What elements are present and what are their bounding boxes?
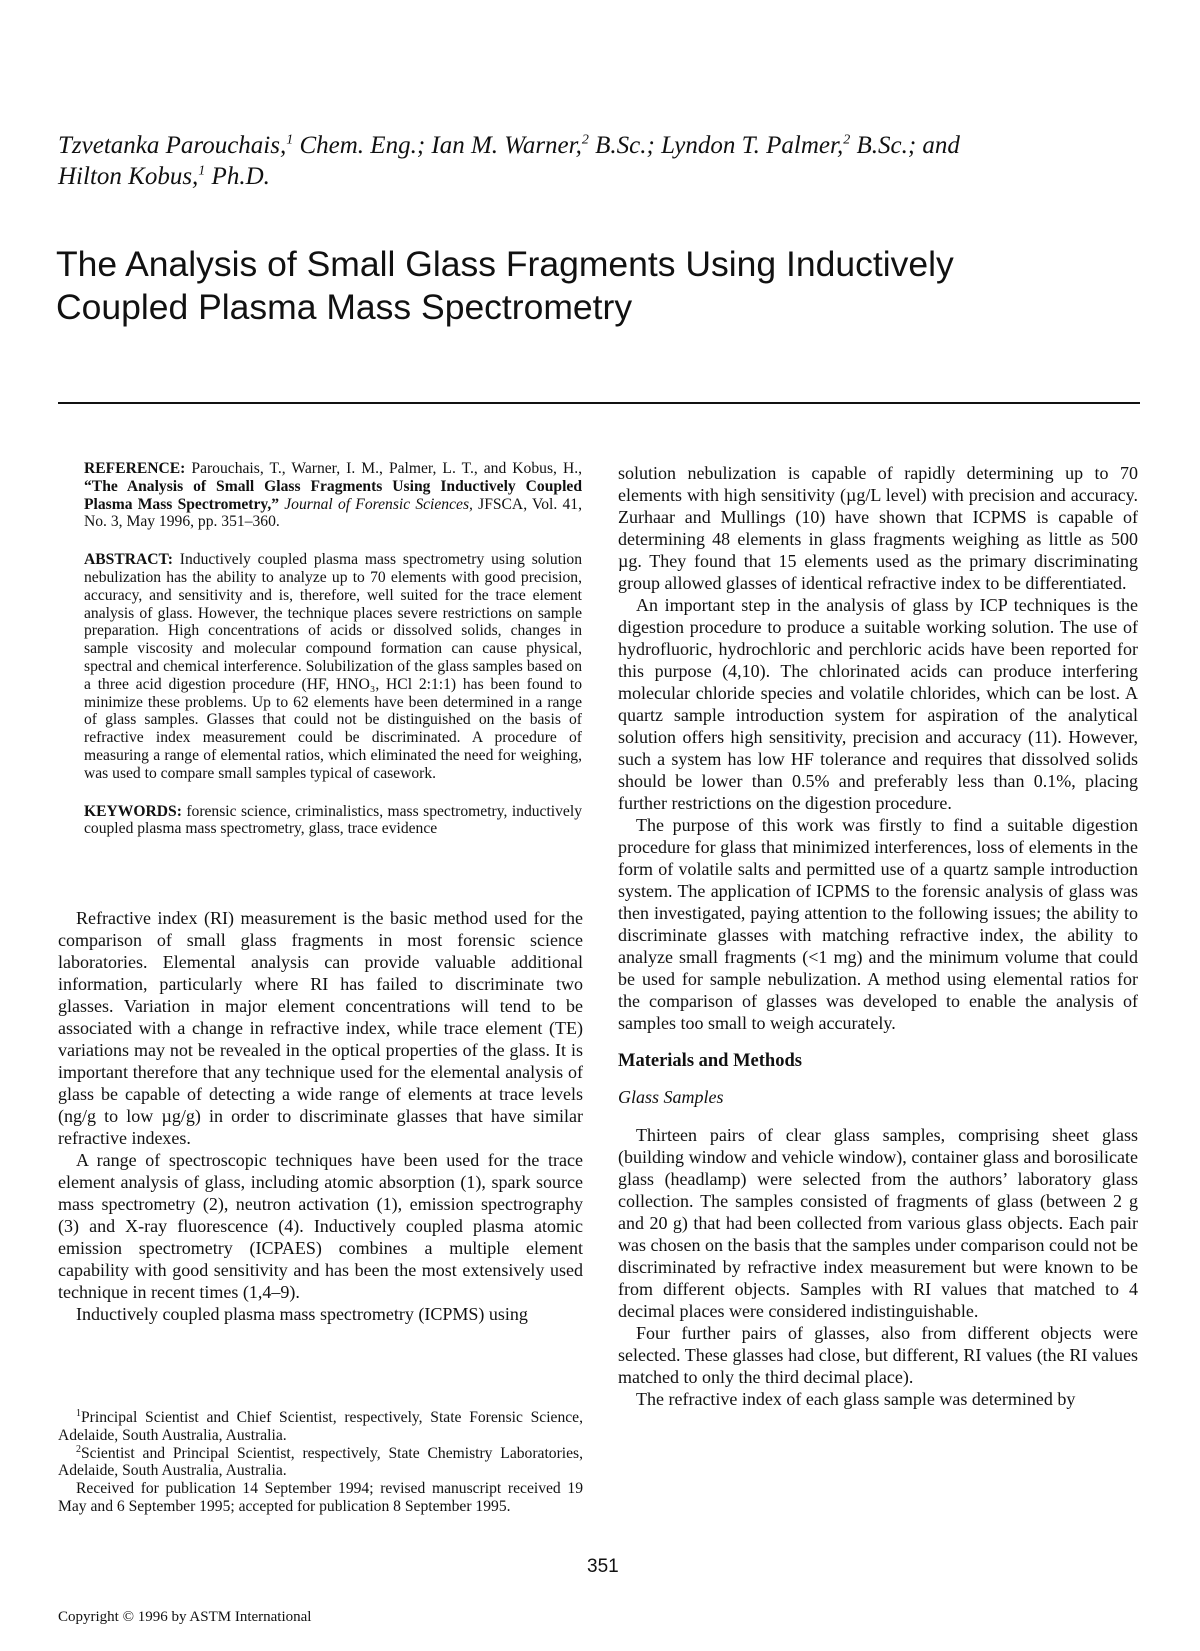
- left-column: [77, 460, 582, 858]
- page-number: 351: [587, 1556, 619, 1577]
- affiliation-marker: 1: [198, 163, 206, 179]
- author-degree: Ph.D.: [205, 163, 270, 190]
- author-degree: B.Sc.;: [588, 132, 662, 159]
- footnote-2: [58, 1445, 583, 1481]
- author-degree: B.Sc.; and: [850, 132, 960, 159]
- footnote-text: Principal Scientist and Chief Scientist, respectively, State Forensic Science, Adelaide, South Australia, Australia.: [58, 1409, 583, 1444]
- copyright-notice: Copyright © 1996 by ASTM International: [58, 1609, 312, 1625]
- footnote-1: [58, 1409, 583, 1445]
- section-heading: Materials and Methods: [618, 1051, 802, 1071]
- title-line-2: Coupled Plasma Mass Spectrometry: [56, 287, 633, 327]
- body-paragraph: A range of spectroscopic techniques have been used for the trace element analysis of glass, including atomic absorption (1), spark source mass spectrometry (2), neutron activation (1), emission spectrography (3) and X-ray fluorescence (4). Inductively coupled plasma atomic emission spectrometry (ICPAES) combines a multiple element capability with good sensitivity and has been the most extensively used technique in recent times (1,4–9).: [58, 1150, 583, 1302]
- reference-details: JFSCA, Vol. 41, No. 3, May 1996, pp. 351–360.: [84, 495, 582, 531]
- reference-authors: Parouchais, T., Warner, I. M., Palmer, L. T., and Kobus, H.,: [185, 460, 582, 477]
- author-name: Lyndon T. Palmer,: [661, 132, 844, 159]
- right-column: [618, 462, 1138, 1410]
- footnotes: [58, 1409, 583, 1516]
- affiliation-marker: 1: [286, 132, 294, 148]
- reference-title: “The Analysis of Small Glass Fragments Using Inductively Coupled Plasma Mass Spectrometry,”: [84, 477, 582, 513]
- abstract-block: [84, 551, 582, 782]
- abstract-label: ABSTRACT:: [84, 551, 173, 569]
- author-list: [58, 130, 1068, 192]
- keywords-label: KEYWORDS:: [84, 802, 182, 820]
- affiliation-marker: 2: [581, 132, 589, 148]
- footnote-marker: 2: [76, 1443, 81, 1455]
- body-paragraph: Four further pairs of glasses, also from different objects were selected. These glasses had close, but different, RI values (the RI values matched to only the third decimal place).: [618, 1323, 1138, 1387]
- title-divider: [58, 402, 1140, 404]
- left-body-column: [58, 907, 583, 1325]
- reference-journal: Journal of Forensic Sciences,: [279, 495, 473, 513]
- body-paragraph: An important step in the analysis of glass by ICP techniques is the digestion procedure to produce a suitable working solution. The use of hydrofluoric, hydrochloric and perchloric acids have been reported for this purpose (4,10). The chlorinated acids can produce interfering molecular chloride species and volatile chlorides, which can be lost. A quartz sample introduction system for aspiration of the analytical solution offers high sensitivity, precision and accuracy (11). However, such a system has low HF tolerance and requires that dissolved solids should be lower than 0.5% and preferably less than 0.1%, placing further restrictions on the digestion procedure.: [618, 595, 1138, 813]
- subsection-heading: Glass Samples: [618, 1087, 724, 1107]
- footnote-marker: 1: [76, 1407, 81, 1419]
- body-paragraph: Inductively coupled plasma mass spectrometry (ICPMS) using: [76, 1304, 528, 1324]
- body-paragraph: Refractive index (RI) measurement is the basic method used for the comparison of small glass fragments in most forensic science laboratories. Elemental analysis can provide valuable additional information, particularly where RI has failed to discriminate two glasses. Variation in major element concentrations will tend to be associated with a change in refractive index, while trace element (TE) variations may not be revealed in the optical properties of the glass. It is important therefore that any technique used for the elemental analysis of glass be capable of detecting a wide range of elements at trace levels (ng/g to low µg/g) in order to discriminate glasses that have similar refractive indexes.: [58, 908, 583, 1148]
- reference-label: REFERENCE:: [84, 460, 186, 477]
- author-name: Hilton Kobus,: [58, 163, 199, 190]
- reference-block: [84, 460, 582, 531]
- body-paragraph: Thirteen pairs of clear glass samples, comprising sheet glass (building window and vehicle window), container glass and borosilicate glass (headlamp) were selected from the authors’ laboratory glass collection. The samples consisted of fragments of glass (between 2 g and 20 g) that had been collected from various glass objects. Each pair was chosen on the basis that the samples under comparison could not be discriminated by refractive index measurement but were known to be from different objects. Samples with RI values that matched to 4 decimal places were considered indistinguishable.: [618, 1125, 1138, 1321]
- author-degree: Chem. Eng.;: [293, 132, 432, 159]
- footnote-text: Scientist and Principal Scientist, respectively, State Chemistry Laboratories, Adelaide, South Australia, Australia.: [58, 1444, 583, 1480]
- body-paragraph: The refractive index of each glass sample was determined by: [636, 1389, 1076, 1409]
- paper-title: [56, 243, 1136, 329]
- author-name: Ian M. Warner,: [431, 132, 582, 159]
- title-line-1: The Analysis of Small Glass Fragments Using Inductively: [56, 244, 954, 284]
- body-paragraph: solution nebulization is capable of rapidly determining up to 70 elements with high sensitivity (µg/L level) with precision and accuracy. Zurhaar and Mullings (10) have shown that ICPMS is capable of determining 48 elements in glass fragments weighing as little as 500 µg. They found that 15 elements used as the primary discriminating group allowed glasses of identical refractive index to be differentiated.: [618, 463, 1138, 593]
- keywords-block: [84, 803, 582, 839]
- affiliation-marker: 2: [843, 132, 851, 148]
- keywords-text: forensic science, criminalistics, mass spectrometry, inductively coupled plasma mass spectrometry, glass, trace evidence: [84, 802, 582, 838]
- author-name: Tzvetanka Parouchais,: [58, 132, 287, 159]
- body-paragraph: The purpose of this work was firstly to find a suitable digestion procedure for glass that minimized interferences, loss of elements in the form of volatile salts and permitted use of a quartz sample introduction system. The application of ICPMS to the forensic analysis of glass was then investigated, paying attention to the following issues; the ability to discriminate glasses with matching refractive index, the ability to analyze small fragments (<1 mg) and the minimum volume that could be used for sample nebulization. A method using elemental ratios for the comparison of glasses was developed to enable the analysis of samples too small to weigh accurately.: [618, 815, 1138, 1033]
- abstract-text: Inductively coupled plasma mass spectrometry using solution nebulization has the ability to analyze up to 70 elements with good precision, accuracy, and sensitivity and is, therefore, well suited for the trace element analysis of glass. However, the technique places severe restrictions on sample preparation. High concentrations of acids or dissolved solids, changes in sample viscosity and molecular compound formation can cause physical, spectral and chemical interference. Solubilization of the glass samples based on a three acid digestion procedure (HF, HNO₃, HCl 2:1:1) has been found to minimize these problems. Up to 62 elements have been determined in a range of glass samples. Glasses that could not be distinguished on the basis of refractive index measurement could be discriminated. A procedure of measuring a range of elemental ratios, which eliminated the need for weighing, was used to compare small samples typical of casework.: [84, 551, 582, 782]
- received-note: Received for publication 14 September 1994; revised manuscript received 19 May and 6 September 1995; accepted for publication 8 September 1995.: [58, 1480, 583, 1515]
